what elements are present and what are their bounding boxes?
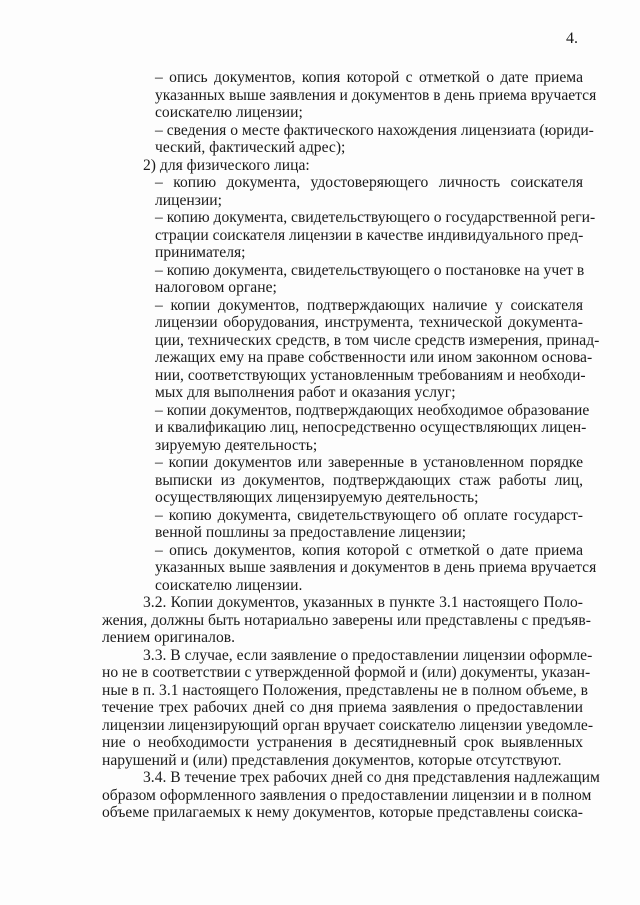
text-line: и квалификацию лиц, непосредственно осуществляющих лицен- [155, 419, 587, 436]
text-line: ции, технических средств, в том числе средств измерения, принад- [155, 331, 600, 349]
text-line: лежащих ему на праве собственности или ином законном основа- [155, 349, 593, 366]
text-line: – опись документов, копия которой с отметкой о дате приема [155, 69, 583, 86]
text-line: нарушений и (или) представления документов, которые отсутствуют. [102, 751, 562, 769]
text-line: лицензии оборудования, инструмента, технической документа- [155, 314, 583, 331]
text-line: зируемую деятельность; [155, 436, 318, 454]
text-line: венной пошлины за предоставление лицензии; [155, 524, 467, 541]
text-line: лицензии; [155, 191, 222, 209]
text-line: жения, должны быть нотариально заверены или представлены с предъяв- [102, 611, 591, 629]
text-line: соискателю лицензии. [155, 576, 303, 594]
text-line: 3.3. В случае, если заявление о предоставлении лицензии оформле- [143, 646, 593, 664]
text-line: указанных выше заявления и документов в день приема вручается [155, 559, 597, 576]
text-line: страции соискателя лицензии в качестве индивидуального пред- [155, 226, 584, 244]
text-line: – копии документов или заверенные в установленном порядке [155, 454, 583, 471]
page-number: 4. [566, 30, 578, 47]
text-line: нии, соответствующих установленным требованиям и необходи- [155, 366, 586, 384]
text-line: 2) для физического лица: [143, 156, 310, 174]
text-line: – копии документов, подтверждающих необходимое образование [155, 401, 590, 419]
text-line: ние о необходимости устранения в десятидневный срок выявленных [102, 734, 583, 751]
text-line: образом оформленного заявления о предоставлении лицензии и в полном [102, 786, 592, 804]
text-line: налоговом органе; [155, 279, 277, 296]
text-line: 3.2. Копии документов, указанных в пункте 3.1 настоящего Поло- [143, 594, 583, 611]
text-line: лением оригиналов. [102, 629, 236, 646]
text-line: – копию документа, свидетельствующего о постановке на учет в [155, 261, 585, 279]
text-line: принимателя; [155, 244, 246, 261]
text-line: осуществляющих лицензируемую деятельность; [155, 489, 479, 506]
text-line: 3.4. В течение трех рабочих дней со дня представления надлежащим [143, 769, 600, 786]
text-line: – копии документов, подтверждающих наличие у соискателя [155, 296, 583, 314]
text-line: – копию документа, удостоверяющего личность соискателя [155, 174, 583, 191]
text-line: мых для выполнения работ и оказания услуг; [155, 384, 456, 401]
text-line: – копию документа, свидетельствующего о государственной реги- [155, 209, 596, 226]
text-line: указанных выше заявления и документов в день приема вручается [155, 86, 597, 104]
text-line: – опись документов, копия которой с отметкой о дате приема [155, 541, 583, 559]
text-line: соискателю лицензии; [155, 104, 303, 121]
text-line: лицензии лицензирующий орган вручает соискателю лицензии уведомле- [102, 716, 594, 734]
text-line: течение трех рабочих дней со дня приема заявления о предоставлении [102, 699, 583, 716]
text-line: ческий, фактический адрес); [155, 139, 346, 156]
text-line: но не в соответствии с утвержденной формой и (или) документы, указан- [102, 664, 591, 681]
text-line: выписки из документов, подтверждающих стаж работы лиц, [155, 471, 583, 489]
text-line: – копию документа, свидетельствующего об оплате государст- [155, 506, 583, 524]
text-line: объеме прилагаемых к нему документов, которые представлены соиска- [102, 804, 583, 821]
text-line: ные в п. 3.1 настоящего Положения, представлены не в полном объеме, в [102, 681, 588, 699]
text-line: – сведения о месте фактического нахождения лицензиата (юриди- [155, 121, 594, 139]
